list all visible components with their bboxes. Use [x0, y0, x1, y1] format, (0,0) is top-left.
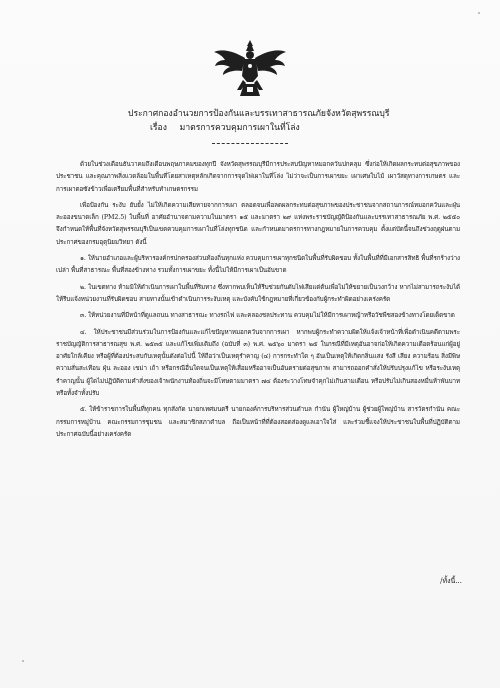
paragraph-measure-1: ๑. ให้นายอำเภอและผู้บริหารองค์กรปกครองส่วนท้องถิ่นทุกแห่ง ควบคุมการเผาทุกชนิดในพื้นที่รับผิดชอบ ทั้งในพื้นที่ที่มีเอกสารสิทธิ พื้นที่รกร้างว่างเปล่า พื้นที่สาธารณะ พื้นที่สองข้างทาง รวมทั้งการเผาขยะ ทั้งนี้ไม่ให้มีการเผาเป็นอันขาด: [56, 255, 460, 275]
paragraph-measure-5: ๕. ให้ข้าราชการในพื้นที่ทุกคน ทุกสังกัด นายกเทศมนตรี นายกองค์การบริหารส่วนตำบล กำนัน ผู้ใหญ่บ้าน ผู้ช่วยผู้ใหญ่บ้าน สารวัตรกำนัน คณะกรรมการหมู่บ้าน คณะกรรมการชุมชน และสมาชิกสภาตำบล ถือเป็นหน้าที่ที่ต้องสอดส่องดูแลเอาใจใส่ และร่วมชี้แจงให้ประชาชนในพื้นที่ปฏิบัติตามประกาศฉบับนี้อย่างเคร่งครัด: [56, 406, 460, 438]
subject-label: เรื่อง: [150, 123, 167, 133]
paragraph-measure-3: ๓. ให้หน่วยงานที่มีหน้าที่ดูแลถนน ทางสาธารณะ ทางรถไฟ และคลองชลประทาน ควบคุมไม่ให้มีการเผาหญ้าหรือวัชพืชสองข้างทางโดยเด็ดขาด: [80, 312, 455, 320]
paragraph-measure-2: ๒. ในเขตทาง ห้ามมิให้ดำเนินการเผาในพื้นที่ริมทาง ซึ่งหากพบเห็นให้รีบช่วยกันดับไฟเสียแต่ต้นเพื่อไม่ให้ขยายเป็นวงกว้าง หากไม่สามารถระงับได้ให้รีบแจ้งหน่วยงานที่รับผิดชอบ สายทางนั้นเข้าดำเนินการระงับเหตุ และบังคับใช้กฎหมายที่เกี่ยวข้องกับผู้กระทำผิดอย่างเคร่งครัด: [56, 283, 460, 303]
paragraph-measure-4: ๔. ให้ประชาชนมีส่วนร่วมในการป้องกันและแก้ไขปัญหาหมอกควันจากการเผา หากพบผู้กระทำความผิดให้แจ้งเจ้าหน้าที่เพื่อดำเนินคดีตามพระราชบัญญัติการสาธารณสุข พ.ศ. ๒๕๓๕ และแก้ไขเพิ่มเติมถึง (ฉบับที่ ๓) พ.ศ. ๒๕๖๐ มาตรา ๒๕ ในกรณีที่มีเหตุอันอาจก่อให้เกิดความเดือดร้อนแก่ผู้อยู่อาศัยใกล้เคียง หรือผู้ที่ต้องประสบกับเหตุนั้นดังต่อไปนี้ ให้ถือว่าเป็นเหตุรำคาญ (๔) การกระทำใด ๆ อันเป็นเหตุให้เกิดกลิ่นแสง รังสี เสียง ความร้อน สิ่งมีพิษ ความสั่นสะเทือน ฝุ่น ละออง เขม่า เถ้า หรือกรณีอื่นใดจนเป็นเหตุให้เสื่อมหรืออาจเป็นอันตรายต่อสุขภาพ สามารถออกคำสั่งให้ปรับปรุงแก้ไข หรือระงับเหตุรำคาญนั้น ผู้ใดไม่ปฏิบัติตามคำสั่งของเจ้าพนักงานท้องถิ่นจะมีโทษตามมาตรา ๗๔ ต้องระวางโทษจำคุกไม่เกินสามเดือน หรือปรับไม่เกินสองหมื่นห้าพันบาท หรือทั้งจำทั้งปรับ: [56, 328, 460, 398]
paragraph-authority: เพื่อป้องกัน ระงับ ยับยั้ง ไม่ให้เกิดความเสียหายจากการเผา ตลอดจนเพื่อลดผลกระทบต่อสุขภาพของประชาชนจากสถานการณ์หมอกควันและฝุ่นละอองขนาดเล็ก (PM2.5) ในพื้นที่ อาศัยอำนาจตามความในมาตรา ๑๕ และมาตรา ๒๙ แห่งพระราชบัญญัติป้องกันและบรรเทาสาธารณภัย พ.ศ. ๒๕๕๐ จึงกำหนดให้พื้นที่จังหวัดสุพรรณบุรีเป็นเขตควบคุมการเผาในที่โล่งทุกชนิด และกำหนดมาตรการทางกฎหมายในการควบคุม ตั้งแต่บัดนี้จนถึงช่วงฤดูฝนตามประกาศของกรมอุตุนิยมวิทยา ดังนี้: [56, 201, 460, 246]
paragraph-intro: ด้วยในช่วงเดือนธันวาคมถึงเดือนพฤษภาคมของทุกปี จังหวัดสุพรรณบุรีมีการประสบปัญหาหมอกควันปกคลุม ซึ่งก่อให้เกิดผลกระทบต่อสุขภาพของประชาชน และคุณภาพสิ่งแวดล้อมในพื้นที่โดยสาเหตุหลักเกิดจากการจุดไฟเผาในที่โล่ง ไม่ว่าจะเป็นการเผาขยะ เผาเศษใบไม้ เผาวัสดุทางการเกษตร และการเผาตอซังข้าวเพื่อเตรียมพื้นที่สำหรับทำเกษตรกรรม: [56, 161, 460, 193]
title-divider: [212, 143, 288, 144]
continuation-mark: /ทั้งนี้...: [440, 577, 462, 585]
scan-speck: [22, 660, 24, 662]
announcement-body: [56, 159, 460, 445]
announcement-title: ประกาศกองอำนวยการป้องกันและบรรเทาสาธารณภัยจังหวัดสุพรรณบุรี: [128, 109, 390, 119]
subject-text: มาตรการควบคุมการเผาในที่โล่ง: [179, 123, 300, 133]
subject-line: [150, 121, 450, 135]
scan-speck: [478, 12, 480, 14]
garuda-emblem-icon: [211, 38, 289, 98]
